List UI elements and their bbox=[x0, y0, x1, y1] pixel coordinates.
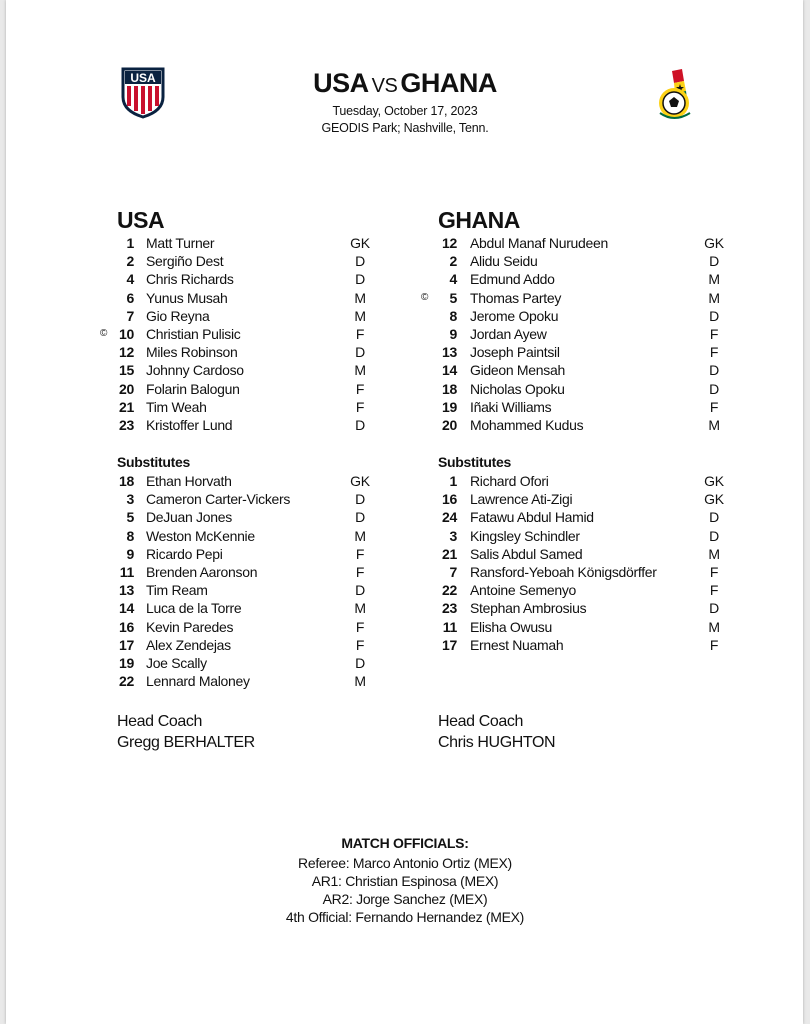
ghana-coach-label: Head Coach bbox=[438, 713, 523, 730]
player-row bbox=[0, 508, 810, 526]
player-name: Jordan Ayew bbox=[470, 326, 547, 342]
player-position: M bbox=[708, 271, 720, 288]
player-name: Iñaki Williams bbox=[470, 398, 552, 415]
away-team-name: GHANA bbox=[400, 68, 497, 98]
player-name: Antoine Semenyo bbox=[470, 582, 577, 599]
player-name: Gio Reyna bbox=[146, 307, 210, 324]
ghana-coach bbox=[438, 711, 555, 753]
player-position: F bbox=[355, 618, 365, 635]
player-number: 5 bbox=[449, 289, 457, 306]
player-position: F bbox=[355, 545, 365, 562]
match-officials bbox=[0, 834, 810, 926]
player-number: 9 bbox=[449, 326, 457, 342]
player-name: Sergiño Dest bbox=[146, 253, 224, 270]
player-number: 21 bbox=[119, 398, 134, 415]
player-position: M bbox=[354, 527, 366, 544]
player-row bbox=[0, 581, 810, 599]
player-position: F bbox=[355, 636, 365, 653]
player-number: 19 bbox=[442, 398, 457, 415]
player-number: 23 bbox=[442, 600, 457, 617]
player-row bbox=[0, 672, 810, 690]
player-name: Alidu Seidu bbox=[470, 253, 538, 270]
ghana-substitutes-title: Substitutes bbox=[438, 454, 511, 470]
player-position: M bbox=[354, 307, 366, 324]
referee-line: Referee: Marco Antonio Ortiz (MEX) bbox=[298, 855, 512, 871]
player-position: D bbox=[355, 253, 365, 270]
player-name: Ransford-Yeboah Königsdörffer bbox=[470, 564, 657, 580]
player-name: Matt Turner bbox=[146, 235, 215, 251]
player-name: Lennard Maloney bbox=[146, 673, 250, 690]
player-position: D bbox=[355, 417, 365, 433]
player-row bbox=[0, 289, 810, 307]
player-name: Abdul Manaf Nurudeen bbox=[470, 235, 608, 251]
player-name: Salis Abdul Samed bbox=[470, 545, 583, 562]
player-number: 6 bbox=[126, 289, 134, 306]
player-row bbox=[0, 343, 810, 361]
player-number: 11 bbox=[119, 564, 134, 580]
player-row bbox=[0, 307, 810, 325]
player-position: D bbox=[355, 509, 365, 526]
player-number: 24 bbox=[442, 509, 457, 526]
player-name: Mohammed Kudus bbox=[470, 417, 584, 433]
player-name: Weston McKennie bbox=[146, 527, 255, 544]
player-number: 12 bbox=[442, 235, 457, 251]
usa-coach bbox=[117, 711, 255, 753]
match-venue: GEODIS Park; Nashville, Tenn. bbox=[321, 121, 489, 135]
player-number: 7 bbox=[449, 564, 457, 580]
match-date: Tuesday, October 17, 2023 bbox=[332, 104, 478, 118]
player-name: Edmund Addo bbox=[470, 271, 555, 288]
player-position: F bbox=[709, 582, 719, 599]
player-number: 18 bbox=[119, 473, 134, 489]
player-row bbox=[0, 270, 810, 288]
player-row bbox=[0, 636, 810, 654]
player-number: 22 bbox=[119, 673, 134, 690]
player-number: 17 bbox=[119, 636, 134, 653]
player-position: D bbox=[709, 307, 719, 324]
player-name: Thomas Partey bbox=[470, 289, 562, 306]
player-position: GK bbox=[350, 235, 370, 251]
player-number: 8 bbox=[449, 307, 457, 324]
player-number: 16 bbox=[119, 618, 134, 635]
player-row bbox=[0, 563, 810, 581]
player-number: 14 bbox=[442, 362, 457, 379]
player-position: D bbox=[355, 582, 365, 599]
player-number: 22 bbox=[442, 582, 457, 599]
player-row bbox=[0, 545, 810, 563]
player-number: 1 bbox=[126, 235, 134, 251]
player-position: D bbox=[709, 527, 719, 544]
player-position: GK bbox=[704, 473, 724, 489]
player-number: 12 bbox=[119, 344, 134, 361]
usa-coach-label: Head Coach bbox=[117, 713, 202, 730]
match-title bbox=[0, 68, 810, 99]
player-position: F bbox=[709, 344, 719, 361]
ar1-line: AR1: Christian Espinosa (MEX) bbox=[311, 873, 499, 889]
captain-mark: © bbox=[100, 328, 108, 339]
player-position: D bbox=[709, 600, 719, 617]
player-name: Alex Zendejas bbox=[146, 636, 231, 653]
player-row bbox=[0, 398, 810, 416]
player-number: 13 bbox=[119, 582, 134, 599]
player-name: Fatawu Abdul Hamid bbox=[470, 509, 594, 526]
player-position: F bbox=[355, 398, 365, 415]
player-position: D bbox=[355, 655, 365, 671]
player-name: Ernest Nuamah bbox=[470, 636, 564, 653]
player-row bbox=[0, 599, 810, 617]
player-row bbox=[0, 380, 810, 398]
player-number: 19 bbox=[119, 655, 134, 671]
player-row bbox=[0, 361, 810, 379]
player-name: Richard Ofori bbox=[470, 473, 549, 489]
svg-text:USA: USA bbox=[130, 71, 156, 85]
player-name: Tim Ream bbox=[146, 582, 208, 599]
player-name: Joseph Paintsil bbox=[470, 344, 560, 361]
player-name: Stephan Ambrosius bbox=[470, 600, 587, 617]
player-position: GK bbox=[704, 491, 724, 508]
player-position: F bbox=[709, 636, 719, 653]
player-position: F bbox=[355, 326, 365, 342]
player-name: Christian Pulisic bbox=[146, 326, 241, 342]
player-number: 17 bbox=[442, 636, 457, 653]
player-position: F bbox=[355, 380, 365, 397]
player-position: M bbox=[708, 618, 720, 635]
player-position: F bbox=[709, 398, 719, 415]
player-name: Ethan Horvath bbox=[146, 473, 232, 489]
player-number: 18 bbox=[442, 380, 457, 397]
player-name: Luca de la Torre bbox=[146, 600, 242, 617]
player-position: M bbox=[354, 600, 366, 617]
player-number: 9 bbox=[126, 545, 134, 562]
player-position: GK bbox=[704, 235, 724, 251]
player-name: Kristoffer Lund bbox=[146, 417, 233, 433]
player-number: 2 bbox=[126, 253, 134, 270]
player-name: Kingsley Schindler bbox=[470, 527, 580, 544]
player-row bbox=[0, 234, 810, 252]
player-number: 10 bbox=[119, 326, 134, 342]
player-name: Joe Scally bbox=[146, 655, 207, 671]
player-position: M bbox=[354, 362, 366, 379]
player-name: Nicholas Opoku bbox=[470, 380, 565, 397]
player-position: D bbox=[709, 253, 719, 270]
player-position: D bbox=[709, 380, 719, 397]
player-number: 20 bbox=[442, 417, 457, 433]
player-name: Johnny Cardoso bbox=[146, 362, 244, 379]
player-number: 3 bbox=[449, 527, 457, 544]
player-number: 1 bbox=[449, 473, 457, 489]
ghana-title: GHANA bbox=[438, 207, 520, 233]
player-position: D bbox=[709, 509, 719, 526]
player-position: D bbox=[355, 271, 365, 288]
player-name: Kevin Paredes bbox=[146, 618, 234, 635]
match-officials-title: MATCH OFFICIALS: bbox=[341, 835, 469, 851]
player-name: Chris Richards bbox=[146, 271, 234, 288]
usa-coach-name: Gregg BERHALTER bbox=[117, 734, 255, 751]
player-position: F bbox=[355, 564, 365, 580]
player-name: Cameron Carter-Vickers bbox=[146, 491, 291, 508]
player-number: 14 bbox=[119, 600, 134, 617]
player-row bbox=[0, 527, 810, 545]
player-name: Tim Weah bbox=[146, 398, 207, 415]
ghana-coach-name: Chris HUGHTON bbox=[438, 734, 556, 751]
player-position: M bbox=[708, 417, 720, 433]
player-name: Folarin Balogun bbox=[146, 380, 240, 397]
usa-title: USA bbox=[117, 207, 165, 233]
player-number: 20 bbox=[119, 380, 134, 397]
player-number: 15 bbox=[119, 362, 134, 379]
home-team-name: USA bbox=[313, 68, 369, 98]
player-name: Elisha Owusu bbox=[470, 618, 552, 635]
captain-mark: © bbox=[421, 291, 429, 303]
player-number: 13 bbox=[442, 344, 457, 361]
player-position: M bbox=[354, 289, 366, 306]
player-name: Jerome Opoku bbox=[470, 307, 559, 324]
player-name: Ricardo Pepi bbox=[146, 545, 223, 562]
player-number: 11 bbox=[442, 618, 457, 635]
player-row bbox=[0, 416, 810, 434]
fourth-official-line: 4th Official: Fernando Hernandez (MEX) bbox=[285, 909, 525, 925]
usa-substitutes-title: Substitutes bbox=[117, 454, 190, 470]
player-position: M bbox=[354, 673, 366, 690]
player-name: Gideon Mensah bbox=[470, 362, 565, 379]
player-name: Miles Robinson bbox=[146, 344, 238, 361]
player-row bbox=[0, 252, 810, 270]
player-number: 8 bbox=[126, 527, 134, 544]
player-position: M bbox=[708, 545, 720, 562]
player-position: M bbox=[708, 289, 720, 306]
player-name: DeJuan Jones bbox=[146, 509, 232, 526]
player-row bbox=[0, 654, 810, 672]
player-number: 4 bbox=[449, 271, 457, 288]
player-position: D bbox=[355, 491, 365, 508]
player-number: 23 bbox=[119, 417, 134, 433]
player-position: D bbox=[709, 362, 719, 379]
player-name: Lawrence Ati-Zigi bbox=[470, 491, 573, 508]
ar2-line: AR2: Jorge Sanchez (MEX) bbox=[322, 891, 488, 907]
player-position: F bbox=[709, 326, 719, 342]
player-name: Yunus Musah bbox=[146, 289, 228, 306]
player-row bbox=[0, 490, 810, 508]
player-number: 4 bbox=[126, 271, 134, 288]
player-row bbox=[0, 325, 810, 343]
player-number: 3 bbox=[126, 491, 134, 508]
player-position: F bbox=[709, 564, 719, 580]
player-position: D bbox=[355, 344, 365, 361]
player-number: 2 bbox=[449, 253, 457, 270]
player-number: 21 bbox=[442, 545, 457, 562]
player-name: Brenden Aaronson bbox=[146, 564, 258, 580]
player-number: 7 bbox=[126, 307, 134, 324]
player-row bbox=[0, 472, 810, 490]
player-number: 16 bbox=[442, 491, 457, 508]
player-row bbox=[0, 618, 810, 636]
vs-label: VS bbox=[371, 75, 398, 97]
player-position: GK bbox=[350, 473, 370, 489]
player-number: 5 bbox=[126, 509, 134, 526]
